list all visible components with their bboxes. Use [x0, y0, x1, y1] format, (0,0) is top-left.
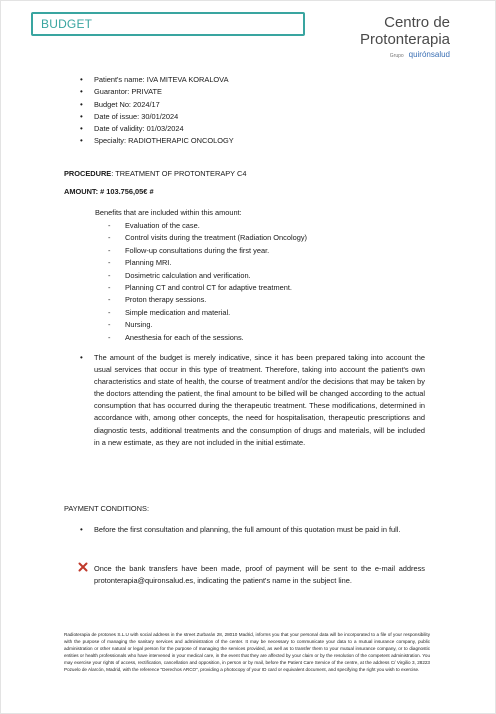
specialty: • Specialty: RADIOTHERAPIC ONCOLOGY — [80, 135, 234, 147]
guarantor: • Guarantor: PRIVATE — [80, 86, 234, 98]
benefit-item: - Planning MRI. — [108, 257, 307, 269]
procedure-label: PROCEDURE — [64, 169, 112, 178]
benefit-item: - Planning CT and control CT for adaptive treatment. — [108, 282, 307, 294]
payment-condition-2 — [80, 563, 425, 587]
company-logo — [360, 14, 450, 59]
budget-note — [80, 352, 425, 449]
payment-condition-1 — [80, 524, 425, 536]
bullet-icon: • — [80, 353, 83, 362]
benefits-list — [108, 220, 307, 344]
date-of-issue: • Date of issue: 30/01/2024 — [80, 111, 234, 123]
patient-info-list — [80, 74, 234, 148]
benefit-item: - Control visits during the treatment (Radiation Oncology) — [108, 232, 307, 244]
date-of-validity: • Date of validity: 01/03/2024 — [80, 123, 234, 135]
procedure-value: : TREATMENT OF PROTONTERAPY C4 — [111, 169, 247, 178]
benefit-item: - Anesthesia for each of the sessions. — [108, 332, 307, 344]
procedure-line — [64, 169, 246, 178]
budget-note-text: The amount of the budget is merely indicative, since it has been prepared taking into account the usual services that occur in this type of treatment. Therefore, taking into account the patient's own characteristics and state of health, the course of treatment and/or the decisions that may be taken by the doctors attending the patient, the final amount to be billed will be changed according to the actual consumption that has occurred during the therapeutic treatment. These modifications, determined in accordance with, among other concepts, the need for hospitalisation, therapeutic prescriptions and diagnostic tests, additional treatments and the consumption of drugs and materials, will be included in a new estimate, as they are not included in the initial estimate. — [94, 353, 425, 447]
benefit-item: - Evaluation of the case. — [108, 220, 307, 232]
budget-title: BUDGET — [41, 17, 93, 31]
benefit-item: - Simple medication and material. — [108, 307, 307, 319]
benefit-item: - Proton therapy sessions. — [108, 294, 307, 306]
logo-line-1: Centro de — [384, 14, 450, 31]
benefit-item: - Dosimetric calculation and verification. — [108, 270, 307, 282]
bullet-icon: • — [80, 525, 83, 534]
payment-condition-1-text: Before the first consultation and planning, the full amount of this quotation must be paid in full. — [94, 525, 401, 534]
privacy-footer: Radioterapia de protones S.L.U with social address in the street Zurbarán 28, 28010 Madrid, informs you that your personal data will be incorporated to a file of your responsibility with the purpose of managing the sanitary services and administration of the center. It may be necessary to communicate your data to a mutual insurance company, public administration or other natural or legal person for the purpose of managing the services provided, as well as to transfer them to your mutual insurance company, or to diagnostic entities or health professionals who have intervened in your medical care, in the event that they are affected by your claim or by the resolution of the competent administration. You may exercise your rights of access, rectification, cancellation and opposition, in person or by mail, before the Patient Care Service of the centre, at the address C/ Virgilio 3, 28223 Pozuelo de Alarcón, Madrid, with the reference "Derechos ARCO", providing a photocopy of your ID card or equivalent document, and specifying the right you wish to exercise. — [64, 632, 430, 672]
budget-number: • Budget No: 2024/17 — [80, 99, 234, 111]
budget-header-box — [31, 12, 305, 36]
benefit-item: - Follow-up consultations during the first year. — [108, 245, 307, 257]
patient-name: • Patient's name: IVA MITEVA KORALOVA — [80, 74, 234, 86]
logo-line-2: Protonterapia — [359, 31, 450, 48]
payment-condition-2-text: Once the bank transfers have been made, proof of payment will be sent to the e-mail address protonterapia@quironsalud.es, indicating the patient's name in the subject line. — [94, 564, 425, 586]
logo-grupo: Grupo — [389, 53, 404, 59]
benefits-heading: Benefits that are included within this amount: — [95, 208, 242, 217]
logo-brand: quirónsalud — [408, 50, 450, 59]
payment-conditions-heading: PAYMENT CONDITIONS: — [64, 504, 149, 513]
benefit-item: - Nursing. — [108, 319, 307, 331]
amount-line: AMOUNT: # 103.756,05€ # — [64, 187, 154, 196]
logo-subline — [360, 50, 450, 59]
red-cross-icon — [78, 562, 88, 572]
